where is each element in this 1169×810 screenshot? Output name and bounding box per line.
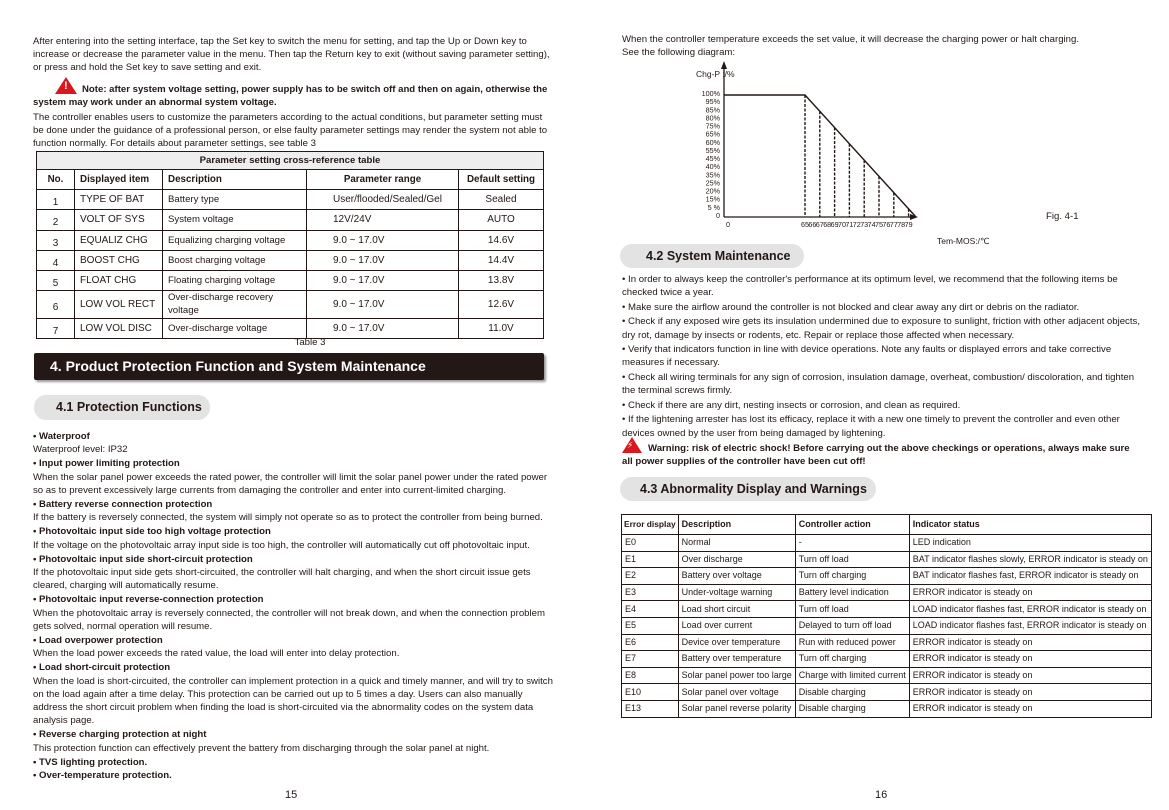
controller-action: Charge with limited current <box>795 667 909 684</box>
row-number: 6 <box>37 291 75 318</box>
error-row <box>622 651 1152 668</box>
default-setting: Sealed <box>459 190 544 210</box>
maintenance-list <box>622 273 1142 441</box>
error-row <box>622 551 1152 568</box>
default-setting: 14.6V <box>459 230 544 250</box>
chart-y-tick-label: 55% <box>705 145 720 155</box>
maintenance-item: • Check if there are any dirt, nesting insects or corrosion, and clean as required. <box>622 399 961 411</box>
parameter-row <box>37 291 544 318</box>
error-code: E3 <box>622 584 679 601</box>
electric-shock-icon <box>622 437 642 453</box>
error-code: E2 <box>622 568 679 585</box>
derating-chart <box>684 55 1044 245</box>
default-setting: 14.4V <box>459 250 544 270</box>
customize-paragraph: The controller enables users to customize the parameters according to the actual conditions, but parameter setting must be done under the guidance of a professional person, or else faulty parameter settings may render the system not able to function normally. For details about parameter settings, see table 3 <box>33 112 548 150</box>
protection-body: If the battery is reversely connected, the system will simply not operate so as to protect the controller from being burned. <box>33 512 543 524</box>
error-description: Load short circuit <box>678 601 795 618</box>
protection-body: If the voltage on the photovoltaic array input side is too high, the controller will automatically cut off photovoltaic input. <box>33 539 530 551</box>
chart-x-tick-label: 76 <box>882 220 891 229</box>
parameter-row <box>37 210 544 230</box>
maintenance-item: • In order to always keep the controller's performance at its optimum level, we recommend that the following items be checked twice a year. <box>622 274 1118 299</box>
chart-y-tick-label: 20% <box>705 186 720 196</box>
page-16 <box>584 0 1169 810</box>
error-code: E5 <box>622 617 679 634</box>
voltage-note <box>33 77 573 109</box>
parameter-range: 9.0 ~ 17.0V <box>307 291 459 318</box>
chart-x-tick-label: 68 <box>823 220 832 229</box>
chart-x-tick-label: 70 <box>838 220 846 229</box>
parameter-range: User/flooded/Sealed/Gel <box>307 190 459 210</box>
controller-action: Turn off charging <box>795 568 909 585</box>
controller-action: Turn off load <box>795 601 909 618</box>
protection-title: • Input power limiting protection <box>33 458 180 470</box>
chart-y-tick-label: 40% <box>705 162 720 172</box>
error-row <box>622 568 1152 585</box>
table-caption: Table 3 <box>294 337 326 348</box>
protection-title: • Photovoltaic input side too high voltage protection <box>33 526 271 538</box>
indicator-status: ERROR indicator is steady on <box>909 634 1151 651</box>
protection-body: If the photovoltaic input side gets short-circuited, the controller will halt charging, and when the short circuit issue gets cleared, charging will automatically resume. <box>33 567 531 592</box>
header-default-setting: Default setting <box>459 170 544 190</box>
displayed-item: BOOST CHG <box>75 250 163 270</box>
chart-y-tick-label: 65% <box>705 129 720 139</box>
chart-x-tick-label: 79 <box>904 220 913 229</box>
row-number: 3 <box>37 230 75 250</box>
protection-title: • Over-temperature protection. <box>33 770 172 782</box>
row-number: 5 <box>37 271 75 291</box>
default-setting: AUTO <box>459 210 544 230</box>
chart-x-tick-label: 78 <box>897 220 906 229</box>
protection-title: • TVS lighting protection. <box>33 756 148 768</box>
error-row <box>622 634 1152 651</box>
error-code: E7 <box>622 651 679 668</box>
row-number: 4 <box>37 250 75 270</box>
description: Battery type <box>163 190 307 210</box>
description: Over-discharge voltage <box>163 318 307 338</box>
header-description: Description <box>163 170 307 190</box>
warning-text: Warning: risk of electric shock! Before carrying out the above checkings or operations, always make sure all power supplies of the controller have been cut off! <box>622 443 1130 468</box>
controller-action: - <box>795 535 909 552</box>
chart-x-tick-label: 75 <box>875 220 883 229</box>
controller-action: Run with reduced power <box>795 634 909 651</box>
row-number: 1 <box>37 190 75 210</box>
diagram-intro-line: See the following diagram: <box>622 47 736 59</box>
maintenance-item: • Make sure the airflow around the controller is not blocked and clear away any dirt or debris on the radiator. <box>622 301 1080 313</box>
indicator-status: BAT indicator flashes fast, ERROR indicator is steady on <box>909 568 1151 585</box>
y-axis-arrow-icon <box>721 61 727 69</box>
error-description: Normal <box>678 535 795 552</box>
parameter-table-caption: Parameter setting cross-reference table <box>37 152 544 170</box>
chart-y-tick-label: 15% <box>705 194 720 204</box>
error-code: E10 <box>622 684 679 701</box>
parameter-table <box>36 151 544 339</box>
chart-y-tick-label: 80% <box>705 113 720 123</box>
description: System voltage <box>163 210 307 230</box>
description: Equalizing charging voltage <box>163 230 307 250</box>
error-code: E8 <box>622 667 679 684</box>
displayed-item: TYPE OF BAT <box>75 190 163 210</box>
error-table <box>621 514 1152 718</box>
maintenance-item: • Check all wiring terminals for any sign of corrosion, insulation damage, overheat, combustion/ discoloration, and tighten the terminal screws firmly. <box>622 371 1135 397</box>
header-controller-action: Controller action <box>795 515 909 535</box>
error-description: Over discharge <box>678 551 795 568</box>
row-number: 2 <box>37 210 75 230</box>
header-displayed-item: Displayed item <box>75 170 163 190</box>
protection-title: • Load short-circuit protection <box>33 662 171 674</box>
protection-title: • Waterproof <box>33 431 90 442</box>
temperature-intro-line: When the controller temperature exceeds the set value, it will decrease the charging power or halt charging. <box>622 34 1080 45</box>
error-description: Battery over temperature <box>678 651 795 668</box>
parameter-range: 12V/24V <box>307 210 459 230</box>
chart-x-tick-label: 77 <box>889 220 898 229</box>
parameter-table-header <box>37 170 544 190</box>
description: Floating charging voltage <box>163 271 307 291</box>
header-error-display: Error display <box>622 515 679 535</box>
protection-body: This protection function can effectively prevent the battery from discharging through the solar panel at night. <box>33 742 490 754</box>
chart-x-tick-label: 0 <box>726 220 730 229</box>
chart-x-tick-label: 66 <box>808 220 817 229</box>
parameter-row <box>37 271 544 291</box>
error-row <box>622 535 1152 552</box>
section-4-heading: 4. Product Protection Function and System Maintenance <box>34 353 544 380</box>
chart-y-tick-label: 35% <box>705 170 720 180</box>
indicator-status: ERROR indicator is steady on <box>909 700 1151 717</box>
parameter-row <box>37 250 544 270</box>
protection-title: • Load overpower protection <box>33 635 163 647</box>
protection-list <box>33 430 553 782</box>
header-parameter-range: Parameter range <box>307 170 459 190</box>
error-description: Device over temperature <box>678 634 795 651</box>
indicator-status: ERROR indicator is steady on <box>909 651 1151 668</box>
error-row <box>622 667 1152 684</box>
chart-y-tick-label: 60% <box>705 137 720 147</box>
error-description: Solar panel power too large <box>678 667 795 684</box>
chart-x-tick-label: 67 <box>815 220 824 229</box>
indicator-status: LED indication <box>909 535 1151 552</box>
indicator-status: ERROR indicator is steady on <box>909 584 1151 601</box>
error-row <box>622 584 1152 601</box>
section-4-2-heading: 4.2 System Maintenance <box>620 244 804 268</box>
displayed-item: EQUALIZ CHG <box>75 230 163 250</box>
section-4-3-heading: 4.3 Abnormality Display and Warnings <box>620 477 876 501</box>
protection-body: When the solar panel power exceeds the rated power, the controller will limit the solar panel power under the rated power so as to prevent excessively large currents from damaging the controller and enter into current-limited charging. <box>33 471 548 496</box>
displayed-item: LOW VOL DISC <box>75 318 163 338</box>
chart-y-tick-label: 85% <box>705 105 720 115</box>
error-row <box>622 684 1152 701</box>
displayed-item: VOLT OF SYS <box>75 210 163 230</box>
controller-action: Battery level indication <box>795 584 909 601</box>
controller-action: Disable charging <box>795 684 909 701</box>
chart-y-tick-label: 25% <box>705 178 720 188</box>
chart-x-tick-label: 73 <box>860 220 869 229</box>
error-code: E4 <box>622 601 679 618</box>
displayed-item: LOW VOL RECT <box>75 291 163 318</box>
controller-action: Turn off charging <box>795 651 909 668</box>
protection-title: • Battery reverse connection protection <box>33 499 213 511</box>
parameter-row <box>37 230 544 250</box>
displayed-item: FLOAT CHG <box>75 271 163 291</box>
note-text: Note: after system voltage setting, power supply has to be switch off and then on again, otherwise the system may work under an abnormal system voltage. <box>33 84 548 109</box>
section-4-1-heading: 4.1 Protection Functions <box>34 395 210 420</box>
error-description: Under-voltage warning <box>678 584 795 601</box>
chart-y-tick-label: 5 % <box>707 202 720 212</box>
chart-y-tick-label: 75% <box>705 121 720 131</box>
protection-body: When the load is short-circuited, the controller can implement protection in a quick and timely manner, and will try to switch on the load again after a time delay. This protection can be carried out up to 5 times a day. Users can also manually address the short circuit problem when finding the load is short-circuited via the abnormality codes on the system data analysis page. <box>33 675 553 727</box>
protection-body: When the load power exceeds the rated value, the load will enter into delay protection. <box>33 648 400 660</box>
chart-x-tick-label: 71 <box>845 220 854 229</box>
header-indicator-status: Indicator status <box>909 515 1151 535</box>
parameter-range: 9.0 ~ 17.0V <box>307 318 459 338</box>
indicator-status: BAT indicator flashes slowly, ERROR indicator is steady on <box>909 551 1151 568</box>
chart-y-tick-label: 95% <box>705 97 720 107</box>
error-description: Load over current <box>678 617 795 634</box>
chart-y-axis-label: Chg-P :/% <box>696 69 735 79</box>
controller-action: Delayed to turn off load <box>795 617 909 634</box>
page-15 <box>0 0 584 810</box>
error-code: E0 <box>622 535 679 552</box>
maintenance-item: • If the lightening arrester has lost its efficacy, replace it with a new one timely to prevent the controller and even other devices owned by the user from being damaged by lightening. <box>622 414 1120 439</box>
indicator-status: ERROR indicator is steady on <box>909 667 1151 684</box>
maintenance-item: • Verify that indicators function in line with device operations. Note any faults or displayed errors and take corrective measures if necessary. <box>622 344 1112 369</box>
parameter-range: 9.0 ~ 17.0V <box>307 230 459 250</box>
indicator-status: ERROR indicator is steady on <box>909 684 1151 701</box>
error-table-header <box>622 515 1152 535</box>
shock-warning <box>622 437 1142 468</box>
description: Over-discharge recovery voltage <box>163 291 307 318</box>
page-number: 16 <box>875 789 888 801</box>
default-setting: 13.8V <box>459 271 544 291</box>
error-code: E13 <box>622 700 679 717</box>
chart-x-tick-label: 74 <box>867 220 876 229</box>
page-number: 15 <box>285 789 298 801</box>
chart-x-axis-label: Tem-MOS:/℃ <box>937 236 990 245</box>
error-description: Solar panel over voltage <box>678 684 795 701</box>
error-row <box>622 601 1152 618</box>
chart-y-tick-label: 0 <box>716 211 720 220</box>
parameter-range: 9.0 ~ 17.0V <box>307 271 459 291</box>
figure-label: Fig. 4-1 <box>1046 211 1079 222</box>
header-description: Description <box>678 515 795 535</box>
header-no: No. <box>37 170 75 190</box>
chart-x-tick-label: 65 <box>801 220 809 229</box>
default-setting: 11.0V <box>459 318 544 338</box>
intro-paragraph: After entering into the setting interface, tap the Set key to switch the menu for setting, and tap the Up or Down key to increase or decrease the parameter value in the menu. Then tap the Return key to exit (without saving parameter setting), or press and hold the Set key to save setting and exit. <box>33 36 550 74</box>
error-description: Battery over voltage <box>678 568 795 585</box>
parameter-row <box>37 190 544 210</box>
protection-body: Waterproof level: IP32 <box>33 444 128 456</box>
indicator-status: LOAD indicator flashes fast, ERROR indicator is steady on <box>909 601 1151 618</box>
error-code: E1 <box>622 551 679 568</box>
description: Boost charging voltage <box>163 250 307 270</box>
default-setting: 12.6V <box>459 291 544 318</box>
chart-y-tick-label: 45% <box>705 154 720 164</box>
protection-title: • Reverse charging protection at night <box>33 729 207 741</box>
row-number: 7 <box>37 318 75 338</box>
chart-x-tick-label: 72 <box>852 220 861 229</box>
error-code: E6 <box>622 634 679 651</box>
error-row <box>622 617 1152 634</box>
warning-triangle-icon <box>55 77 77 94</box>
protection-title: • Photovoltaic input side short-circuit protection <box>33 553 253 565</box>
indicator-status: LOAD indicator flashes fast, ERROR indicator is steady on <box>909 617 1151 634</box>
error-description: Solar panel reverse polarity <box>678 700 795 717</box>
maintenance-item: • Check if any exposed wire gets its insulation undermined due to exposure to sunlight, friction with other adjacent objects, dry rot, damage by insects or rodents, etc. Repair or replace those affected when necessary. <box>622 316 1140 341</box>
chart-y-tick-label: 100% <box>701 89 720 98</box>
protection-title: • Photovoltaic input reverse-connection protection <box>33 594 264 606</box>
controller-action: Turn off load <box>795 551 909 568</box>
error-row <box>622 700 1152 717</box>
parameter-range: 9.0 ~ 17.0V <box>307 250 459 270</box>
chart-x-tick-label: 69 <box>830 220 839 229</box>
controller-action: Disable charging <box>795 700 909 717</box>
protection-body: When the photovoltaic array is reversely connected, the controller will not break down, and when the connection problem gets solved, normal operation will resume. <box>33 607 545 632</box>
